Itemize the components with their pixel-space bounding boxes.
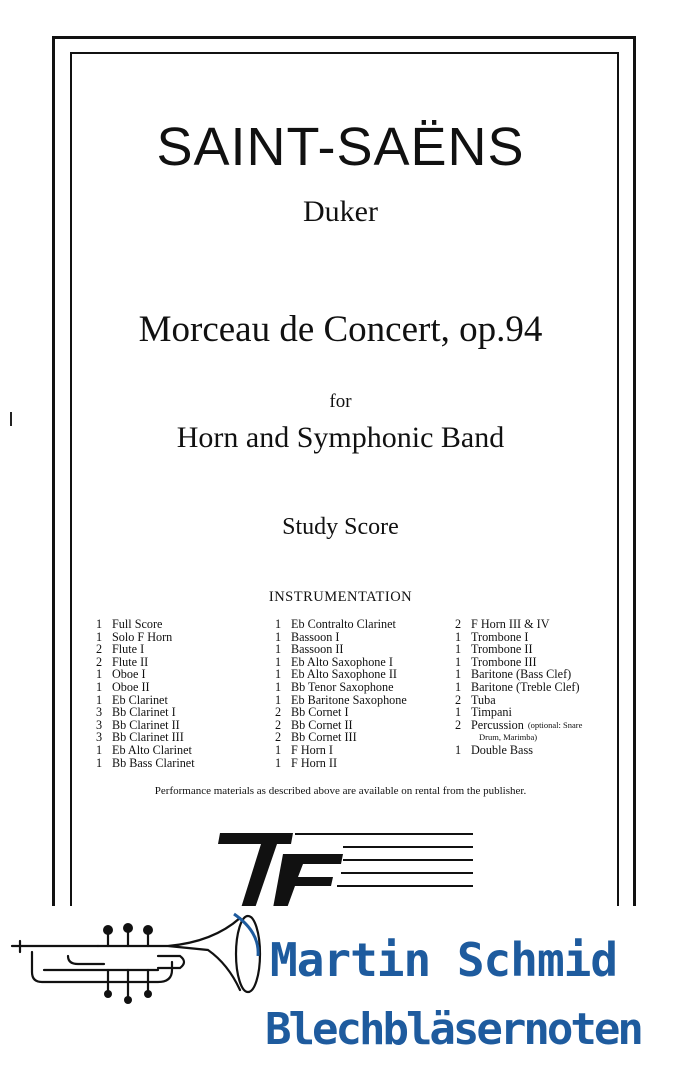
instrument-quantity: 1 [96, 742, 103, 757]
instrument-row [275, 744, 407, 757]
instrument-name: Double Bass [471, 742, 533, 757]
instrument-name: Percussion [471, 717, 524, 732]
instrument-name: F Horn II [291, 755, 338, 770]
instrument-quantity: 1 [96, 629, 103, 644]
instrument-name: Oboe I [112, 667, 146, 682]
instrument-quantity: 1 [455, 705, 462, 720]
cover-border-inner [70, 52, 619, 936]
instrument-row [275, 618, 407, 631]
instrument-quantity: 1 [275, 742, 282, 757]
instrument-quantity: 2 [455, 692, 462, 707]
instrument-name: Eb Clarinet [112, 692, 168, 707]
instrument-quantity: 2 [455, 617, 462, 631]
instrument-name: Bb Clarinet II [112, 717, 180, 732]
instrument-quantity: 1 [96, 617, 103, 631]
instrument-name: Bb Clarinet III [112, 730, 184, 745]
instrument-name: Bb Tenor Saxophone [291, 679, 394, 694]
instrument-row [275, 706, 407, 719]
trumpet-icon [8, 912, 263, 1022]
instrument-name: Trombone II [471, 642, 533, 657]
instrument-quantity: 1 [96, 755, 103, 770]
instrument-row [455, 719, 582, 732]
instrument-quantity: 1 [275, 679, 282, 694]
instrument-note: (optional: Snare [527, 719, 583, 730]
instrument-name: Eb Contralto Clarinet [291, 617, 396, 631]
instrument-row [455, 744, 582, 757]
instrument-quantity: 1 [455, 667, 462, 682]
instrument-quantity: 2 [275, 730, 282, 745]
instrument-row [275, 681, 407, 694]
instrument-quantity: 3 [96, 705, 103, 720]
instrument-row [96, 643, 195, 656]
publisher-logo [215, 830, 475, 910]
instrument-name: Bb Bass Clarinet [112, 755, 195, 770]
instrumentation-column-1 [96, 618, 195, 769]
instrument-quantity: 3 [96, 730, 103, 745]
instrument-name: Bassoon I [291, 629, 340, 644]
instrument-row [455, 643, 582, 656]
instrument-quantity: 1 [455, 679, 462, 694]
instrument-quantity: 1 [96, 692, 103, 707]
instrument-name: Eb Baritone Saxophone [291, 692, 407, 707]
instrument-name: Eb Alto Clarinet [112, 742, 192, 757]
instrument-name: Bassoon II [291, 642, 344, 657]
instrument-row [96, 631, 195, 644]
instrument-name: Oboe II [112, 679, 150, 694]
instrument-quantity: 1 [275, 667, 282, 682]
brand-name: Martin Schmid [270, 933, 618, 987]
instrument-name: Bb Cornet II [291, 717, 353, 732]
instrument-quantity: 1 [275, 617, 282, 631]
instrumentation-column-2 [275, 618, 407, 769]
instrument-name: Bb Clarinet I [112, 705, 176, 720]
score-type: Study Score [282, 514, 399, 540]
instrument-row [96, 744, 195, 757]
work-title: Morceau de Concert, op.94 [138, 309, 543, 350]
instrumentation-column-3 [455, 618, 582, 757]
instrument-name: Baritone (Treble Clef) [471, 679, 580, 694]
brand-tagline: Blechbläsernoten [265, 1004, 641, 1055]
instrument-quantity: 1 [455, 629, 462, 644]
instrument-row [96, 618, 195, 631]
instrument-quantity: 1 [96, 667, 103, 682]
instrument-quantity: 2 [455, 717, 462, 732]
instrument-name: Trombone III [471, 654, 537, 669]
instrument-name: F Horn III & IV [471, 617, 550, 631]
instrument-name: Eb Alto Saxophone II [291, 667, 397, 682]
instrument-quantity: 1 [275, 654, 282, 669]
instrument-name: Tuba [471, 692, 496, 707]
instrument-name: Flute II [112, 654, 149, 669]
instrument-name: Trombone I [471, 629, 529, 644]
for-label: for [329, 391, 352, 412]
instrument-quantity: 1 [96, 679, 103, 694]
instrument-name: Full Score [112, 617, 163, 631]
instrumentation-heading: INSTRUMENTATION [268, 589, 413, 605]
instrument-quantity: 1 [455, 654, 462, 669]
instrument-name: Baritone (Bass Clef) [471, 667, 572, 682]
instrument-quantity: 1 [455, 742, 462, 757]
instrument-quantity: 2 [275, 705, 282, 720]
instrument-note: Drum, Marimba) [479, 732, 538, 743]
instrument-name: Bb Cornet III [291, 730, 357, 745]
instrument-name: Flute I [112, 642, 145, 657]
instrument-quantity: 1 [275, 629, 282, 644]
instrument-quantity: 2 [96, 642, 103, 657]
instrument-quantity: 1 [275, 692, 282, 707]
instrument-row [455, 618, 582, 631]
instrument-quantity: 1 [275, 755, 282, 770]
instrument-quantity: 1 [455, 642, 462, 657]
instrument-quantity: 3 [96, 717, 103, 732]
instrument-name: Solo F Horn [112, 629, 173, 644]
instrument-quantity: 1 [275, 642, 282, 657]
instrument-name: Eb Alto Saxophone I [291, 654, 393, 669]
instrument-row [96, 681, 195, 694]
instrument-row [275, 757, 407, 770]
instrument-row [96, 757, 195, 770]
instrument-row [455, 706, 582, 719]
arranger-name: Duker [303, 195, 378, 228]
instrument-quantity: 2 [96, 654, 103, 669]
composer-name: SAINT-SAËNS [156, 117, 525, 177]
instrument-name: Bb Cornet I [291, 705, 349, 720]
instrument-row [96, 706, 195, 719]
instrument-row [275, 643, 407, 656]
rental-note: Performance materials as described above are available on rental from the publisher. [154, 785, 527, 797]
instrument-subtitle: Horn and Symphonic Band [176, 421, 505, 454]
instrument-name: F Horn I [291, 742, 333, 757]
instrument-quantity: 2 [275, 717, 282, 732]
instrument-name: Timpani [471, 705, 512, 720]
instrument-row [455, 681, 582, 694]
